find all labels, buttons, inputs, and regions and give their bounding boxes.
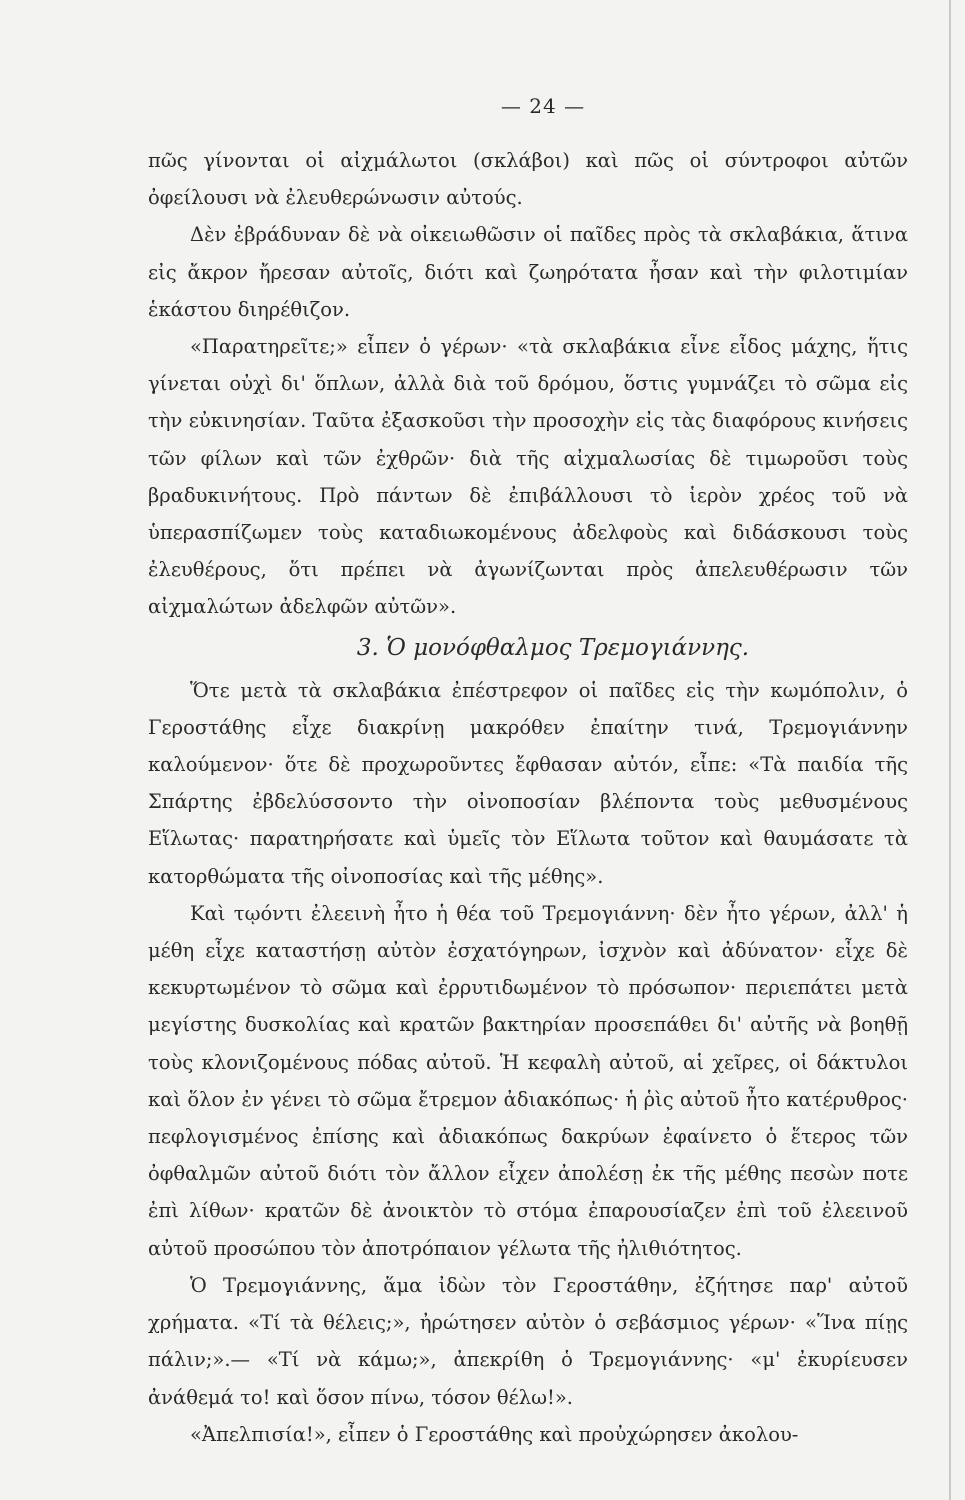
page-edge: [949, 0, 951, 1500]
paragraph: Ὁ Τρεμογιάννης, ἅμα ἰδὼν τὸν Γεροστάθην, ἐζήτησε παρ' αὐτοῦ χρήματα. «Τί τὰ θέλεις;», ἠρώτησεν αὐτὸν ὁ σεβάσμιος γέρων· «Ἵνα πίῃς πάλιν;».— «Τί νὰ κάμω;», ἀπεκρίθη ὁ Τρεμογιάννης· «μ' ἐκυρίευσεν ἀνάθεμά το! καὶ ὅσον πίνω, τόσον θέλω!».: [148, 1273, 908, 1409]
paragraph: Δὲν ἐβράδυναν δὲ νὰ οἰκειωθῶσιν οἱ παῖδες πρὸς τὰ σκλαβάκια, ἅτινα εἰς ἄκρον ἤρεσαν αὐτοῖς, διότι καὶ ζωηρότατα ἦσαν καὶ τὴν φιλοτιμίαν ἑκάστου διηρέθιζον.: [148, 223, 908, 321]
paragraph: Ὅτε μετὰ τὰ σκλαβάκια ἐπέστρεφον οἱ παῖδες εἰς τὴν κωμόπολιν, ὁ Γεροστάθης εἶχε διακρίνῃ μακρόθεν ἐπαίτην τινά, Τρεμογιάννην καλούμενον· ὅτε δὲ προχωροῦντες ἔφθασαν αὐτόν, εἶπε: «Τὰ παιδία τῆς Σπάρτης ἐβδελύσσοντο τὴν οἰνοποσίαν βλέποντα τοὺς μεθυσμένους Εἵλωτας· παρατηρήσατε καὶ ὑμεῖς τὸν Εἵλωτα τοῦτον καὶ θαυμάσατε τὰ κατορθώματα τῆς οἰνοποσίας καὶ τῆς μέθης».: [148, 678, 908, 888]
section-title: 3. Ὁ μονόφθαλμος Τρεμογιάννης.: [356, 634, 750, 661]
paragraph: πῶς γίνονται οἱ αἰχμάλωτοι (σκλάβοι) καὶ πῶς οἱ σύντροφοι αὐτῶν ὀφείλουσι νὰ ἐλευθερώνωσιν αὐτούς.: [148, 149, 908, 210]
page-number: — 24 —: [500, 94, 586, 118]
paragraph: Καὶ τῳόντι ἐλεεινὴ ἦτο ἡ θέα τοῦ Τρεμογιάννη· δὲν ἦτο γέρων, ἀλλ' ἡ μέθη εἶχε καταστήσῃ αὐτὸν ἐσχατόγηρων, ἰσχνὸν καὶ ἀδύνατον· εἶχε δὲ κεκυρτωμένον τὸ σῶμα καὶ ἐρρυτιδωμένον τὸ πρόσωπον· περιεπάτει μετὰ μεγίστης δυσκολίας καὶ κρατῶν βακτηρίαν προσεπάθει δι' αὐτῆς νὰ βοηθῇ τοὺς κλονιζομένους πόδας αὐτοῦ. Ἡ κεφαλὴ αὐτοῦ, αἱ χεῖρες, οἱ δάκτυλοι καὶ ὅλον ἐν γένει τὸ σῶμα ἔτρεμον ἀδιακόπως· ἡ ῥὶς αὐτοῦ ἦτο κατέρυθρος· πεφλογισμένος ἐπίσης καὶ ἀδιακόπως δακρύων ἐφαίνετο ὁ ἕτερος τῶν ὀφθαλμῶν αὐτοῦ διότι τὸν ἄλλον εἶχεν ἀπολέσῃ ἐκ τῆς μέθης πεσὼν ποτε ἐπὶ λίθων· κρατῶν δὲ ἀνοικτὸν τὸ στόμα ἐπαρουσίαζεν ἐπὶ τοῦ ἐλεεινοῦ αὐτοῦ προσώπου τὸν ἀποτρόπαιον γέλωτα τῆς ἠλιθιότητος.: [148, 901, 908, 1260]
page: [148, 94, 908, 1453]
paragraph: «Ἀπελπισία!», εἶπεν ὁ Γεροστάθης καὶ προὐχώρησεν ἀκολου-: [190, 1422, 799, 1446]
body-text-top: [148, 142, 908, 626]
body-text-bottom: [148, 672, 908, 1453]
paragraph: «Παρατηρεῖτε;» εἶπεν ὁ γέρων· «τὰ σκλαβάκια εἶνε εἶδος μάχης, ἥτις γίνεται οὐχὶ δι' ὅπλων, ἀλλὰ διὰ τοῦ δρόμου, ὅστις γυμνάζει τὸ σῶμα εἰς τὴν εὐκινησίαν. Ταῦτα ἐξασκοῦσι τὴν προσοχὴν εἰς τὰς διαφόρους κινήσεις τῶν φίλων καὶ τῶν ἐχθρῶν· διὰ τῆς αἰχμαλωσίας δὲ τιμωροῦσι τοὺς βραδυκινήτους. Πρὸ πάντων δὲ ἐπιβάλλουσι τὸ ἱερὸν χρέος τοῦ νὰ ὑπερασπίζωμεν τοὺς καταδιωκομένους ἀδελφοὺς καὶ διδάσκουσι τοὺς ἐλευθέρους, ὅτι πρέπει νὰ ἀγωνίζωνται πρὸς ἀπελευθέρωσιν τῶν αἰχμαλώτων ἀδελφῶν αὐτῶν».: [148, 335, 908, 619]
